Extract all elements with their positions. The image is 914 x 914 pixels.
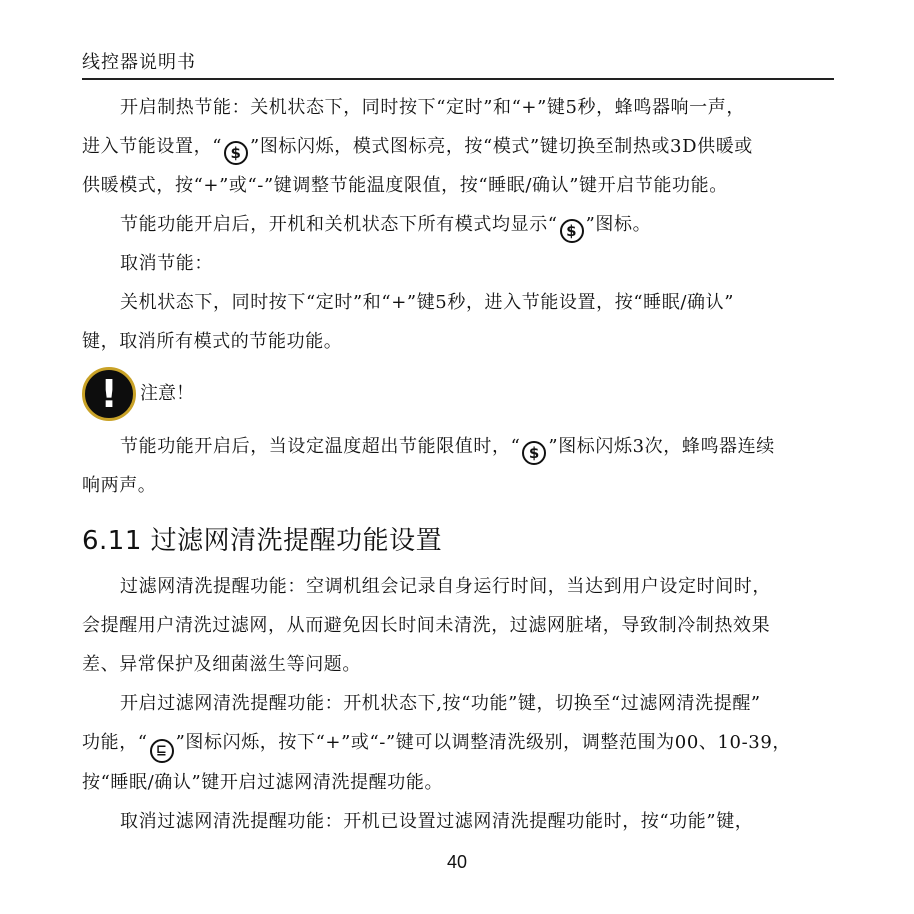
cancel-energy-title: 取消节能：: [120, 253, 213, 274]
paragraph-line: 供暖模式，按“+”或“-”键调整节能温度限值，按“睡眠/确认”键开启节能功能。: [82, 175, 728, 196]
section-title: 6.11 过滤网清洗提醒功能设置: [82, 526, 443, 556]
energy-saving-icon: $: [522, 441, 546, 465]
paragraph-line: [82, 205, 834, 244]
paragraph-line: 会提醒用户清洗过滤网，从而避免因长时间未清洗，过滤网脏堵，导致制冷制热效果: [82, 615, 771, 636]
paragraph-line: 取消过滤网清洗提醒功能：开机已设置过滤网清洗提醒功能时，按“功能”键，: [120, 811, 754, 832]
energy-saving-icon: $: [224, 141, 248, 165]
notice-block: [82, 365, 834, 427]
header-title: 线控器说明书: [82, 52, 196, 73]
paragraph-line: [82, 427, 834, 466]
text-segment: 节能功能开启后，开机和关机状态下所有模式均显示“: [120, 214, 558, 235]
text-segment: ”图标闪烁，按下“+”或“-”键可以调整清洗级别，调整范围为00、10-39，: [175, 732, 791, 753]
paragraph-line: 关机状态下，同时按下“定时”和“+”键5秒，进入节能设置，按“睡眠/确认”: [120, 292, 735, 313]
page-content: [82, 88, 834, 841]
filter-clean-icon: ⊑: [150, 739, 174, 763]
text-segment: 功能，“: [82, 732, 148, 753]
text-segment: 进入节能设置，“: [82, 136, 223, 157]
paragraph-line: 响两声。: [82, 475, 157, 496]
paragraph-line: 差、异常保护及细菌滋生等问题。: [82, 654, 361, 675]
document-header: [82, 50, 834, 80]
energy-saving-icon: $: [560, 219, 584, 243]
paragraph-line: 键，取消所有模式的节能功能。: [82, 331, 343, 352]
paragraph-line: [82, 127, 834, 166]
text-segment: 节能功能开启后，当设定温度超出节能限值时，“: [120, 436, 521, 457]
paragraph-line: 按“睡眠/确认”键开启过滤网清洗提醒功能。: [82, 772, 444, 793]
text-segment: ”图标闪烁3次，蜂鸣器连续: [548, 436, 775, 457]
page-number: 40: [446, 852, 468, 872]
text-segment: ”图标闪烁，模式图标亮，按“模式”键切换至制热或3D供暖或: [250, 136, 753, 157]
notice-label: 注意！: [140, 383, 194, 404]
paragraph-line: 开启过滤网清洗提醒功能：开机状态下,按“功能”键，切换至“过滤网清洗提醒”: [120, 693, 761, 714]
warning-icon: !: [82, 367, 136, 421]
paragraph-line: [82, 723, 834, 763]
paragraph-line: 过滤网清洗提醒功能：空调机组会记录自身运行时间，当达到用户设定时间时，: [120, 576, 771, 597]
text-segment: ”图标。: [585, 214, 652, 235]
paragraph-line: 开启制热节能：关机状态下，同时按下“定时”和“+”键5秒，蜂鸣器响一声，: [120, 97, 745, 118]
